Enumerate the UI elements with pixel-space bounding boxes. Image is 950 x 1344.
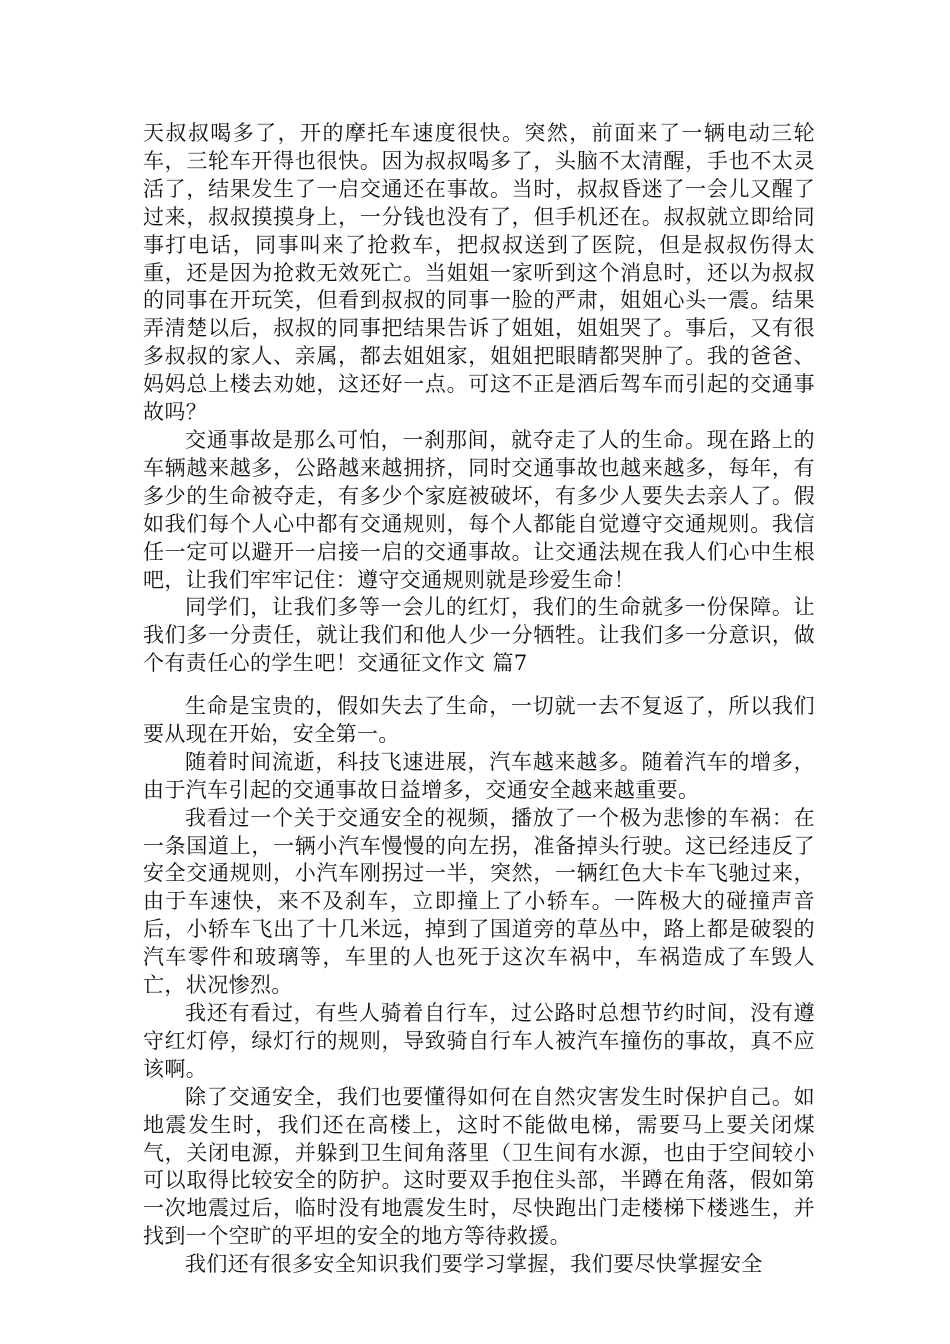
paragraph: 交通事故是那么可怕，一刹那间，就夺走了人的生命。现在路上的车辆越来越多，公路越来越拥挤，同时交通事故也越来越多，每年，有多少的生命被夺走，有多少个家庭被破坏，有多少人要失去亲人了。假如我们每个人心中都有交通规则，每个人都能自觉遵守交通规则。我信任一定可以避开一启接一启的交通事故。让交通法规在我人们心中生根吧，让我们牢牢记住：遵守交通规则就是珍爱生命！	[143, 427, 815, 592]
text-section-1	[143, 120, 815, 678]
text-section-2	[143, 693, 815, 1279]
paragraph: 我看过一个关于交通安全的视频，播放了一个极为悲惨的车祸：在一条国道上，一辆小汽车慢慢的向左拐，准备掉头行驶。这已经违反了安全交通规则，小汽车刚拐过一半，突然，一辆红色大卡车飞驰过来，由于车速快，来不及刹车，立即撞上了小轿车。一阵极大的碰撞声音后，小轿车飞出了十几米远，掉到了国道旁的草丛中，路上都是破裂的汽车零件和玻璃等，车里的人也死于这次车祸中，车祸造成了车毁人亡，状况惨烈。	[143, 805, 815, 998]
paragraph: 生命是宝贵的，假如失去了生命，一切就一去不复返了，所以我们要从现在开始，安全第一。	[143, 694, 815, 746]
paragraph: 我们还有很多安全知识我们要学习掌握，我们要尽快掌握安全	[185, 1252, 763, 1277]
paragraph: 随着时间流逝，科技飞速进展，汽车越来越多。随着汽车的增多，由于汽车引起的交通事故日益增多，交通安全越来越重要。	[143, 749, 815, 802]
paragraph: 天叔叔喝多了，开的摩托车速度很快。突然，前面来了一辆电动三轮车，三轮车开得也很快。因为叔叔喝多了，头脑不太清醒，手也不太灵活了，结果发生了一启交通还在事故。当时，叔叔昏迷了一会儿又醒了过来，叔叔摸摸身上，一分钱也没有了，但手机还在。叔叔就立即给同事打电话，同事叫来了抢救车，把叔叔送到了医院，但是叔叔伤得太重，还是因为抢救无效死亡。当姐姐一家听到这个消息时，还以为叔叔的同事在开玩笑，但看到叔叔的同事一脸的严肃，姐姐心头一震。结果弄清楚以后，叔叔的同事把结果告诉了姐姐，姐姐哭了。事后，又有很多叔叔的家人、亲属，都去姐姐家，姐姐把眼睛都哭肿了。我的爸爸、妈妈总上楼去劝她，这还好一点。可这不正是酒后驾车而引起的交通事故吗？	[143, 121, 815, 425]
paragraph: 同学们，让我们多等一会儿的红灯，我们的生命就多一份保障。让我们多一分责任，就让我们和他人少一分牺牲。让我们多一分意识，做个有责任心的学生吧！交通征文作文 篇7	[143, 595, 815, 676]
paragraph: 除了交通安全，我们也要懂得如何在自然灾害发生时保护自己。如地震发生时，我们还在高楼上，这时不能做电梯，需要马上要关闭煤气，关闭电源，并躲到卫生间角落里（卫生间有水源，也由于空间较小可以取得比较安全的防护。这时要双手抱住头部，半蹲在角落，假如第一次地震过后，临时没有地震发生时，尽快跑出门走楼梯下楼逃生，并找到一个空旷的平坦的安全的地方等待救援。	[143, 1084, 815, 1249]
paragraph: 我还有看过，有些人骑着自行车，过公路时总想节约时间，没有遵守红灯停，绿灯行的规则，导致骑自行车人被汽车撞伤的事故，真不应该啊。	[143, 1000, 815, 1081]
